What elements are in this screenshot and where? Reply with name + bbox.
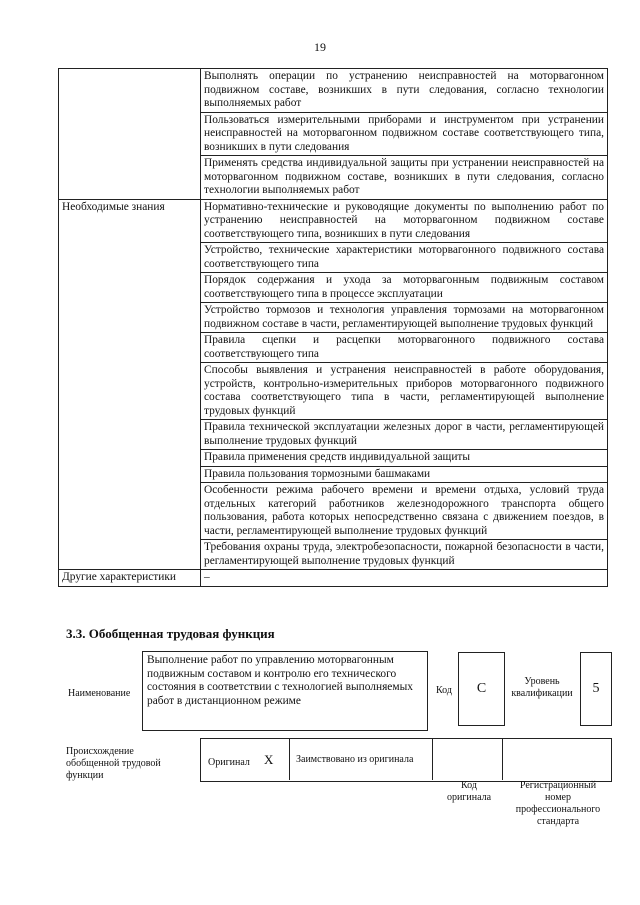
- skill-text: Пользоваться измерительными приборами и инструментом при устранении неисправностей на моторвагонном подвижном составе соответствующего типа, возникших в пути следования: [201, 112, 608, 156]
- knowledge-text: Устройство, технические характеристики моторвагонного подвижного состава соответствующего типа: [201, 243, 608, 273]
- knowledge-text: Способы выявления и устранения неисправностей в работе оборудования, устройств, контрольно-измерительных приборов моторвагонного подвижного состава соответствующего типа в части, регламентирующей выполнение трудовых функций: [201, 363, 608, 420]
- level-value: 5: [580, 652, 612, 726]
- level-label: Уровень квалификации: [511, 676, 573, 699]
- page-number: 19: [314, 40, 326, 54]
- reg-number-caption: Регистрационный номер профессионального стандарта: [515, 780, 601, 827]
- knowledge-text: Правила сцепки и расцепки моторвагонного подвижного состава соответствующего типа: [201, 333, 608, 363]
- borrowed-label: Заимствовано из оригинала: [296, 754, 414, 765]
- section-title: 3.3. Обобщенная трудовая функция: [66, 626, 275, 641]
- origin-divider-2: [432, 738, 433, 780]
- function-name-value: Выполнение работ по управлению моторвагонным подвижным составом и контролю его технического состояния в соответствии с технологией выполняемых работ в дистанционном режиме: [142, 651, 428, 731]
- other-value: –: [201, 570, 608, 587]
- other-label: Другие характеристики: [59, 570, 201, 587]
- knowledge-text: Особенности режима рабочего времени и времени отдыха, условий труда отдельных категорий работников железнодорожного транспорта общего пользования, работа которых непосредственно связана с движением поездов, в части, регламентирующей выполнение трудовых функций: [201, 483, 608, 540]
- knowledge-label: Необходимые знания: [59, 199, 201, 570]
- other-row: [59, 570, 608, 587]
- original-label: Оригинал: [208, 757, 250, 768]
- skill-row: [59, 69, 608, 113]
- skills-label-cell: [59, 69, 201, 200]
- knowledge-text: Правила пользования тормозными башмаками: [201, 466, 608, 483]
- knowledge-text: Нормативно-технические и руководящие документы по выполнению работ по устранению неисправностей на моторвагонном подвижном составе соответствующего типа, возникших в пути следования: [201, 199, 608, 243]
- code-label: Код: [436, 685, 452, 696]
- skill-text: Применять средства индивидуальной защиты при устранении неисправностей на моторвагонном подвижном составе, возникших в пути следования, согласно технологии выполняемых работ: [201, 156, 608, 200]
- origin-label: Происхождение обобщенной трудовой функции: [66, 746, 161, 781]
- code-original-caption: Код оригинала: [446, 780, 492, 803]
- knowledge-text: Порядок содержания и ухода за моторвагонным подвижным составом соответствующего типа в процессе эксплуатации: [201, 273, 608, 303]
- knowledge-text: Требования охраны труда, электробезопасности, пожарной безопасности в части, регламентирующей выполнение трудовых функций: [201, 540, 608, 570]
- name-label: Наименование: [68, 688, 131, 699]
- knowledge-row: [59, 199, 608, 243]
- knowledge-text: Правила применения средств индивидуальной защиты: [201, 450, 608, 467]
- knowledge-text: Устройство тормозов и технология управления тормозами на моторвагонном подвижном составе в части, регламентирующей выполнение трудовых функций: [201, 303, 608, 333]
- original-mark: X: [264, 752, 274, 767]
- competency-table: [58, 68, 608, 587]
- origin-divider-3: [502, 738, 503, 780]
- skill-text: Выполнять операции по устранению неисправностей на моторвагонном подвижном составе, возникших в пути следования, согласно технологии выполняемых работ: [201, 69, 608, 113]
- origin-divider-1: [289, 738, 290, 780]
- code-value: C: [458, 652, 505, 726]
- knowledge-text: Правила технической эксплуатации железных дорог в части, регламентирующей выполнение трудовых функций: [201, 420, 608, 450]
